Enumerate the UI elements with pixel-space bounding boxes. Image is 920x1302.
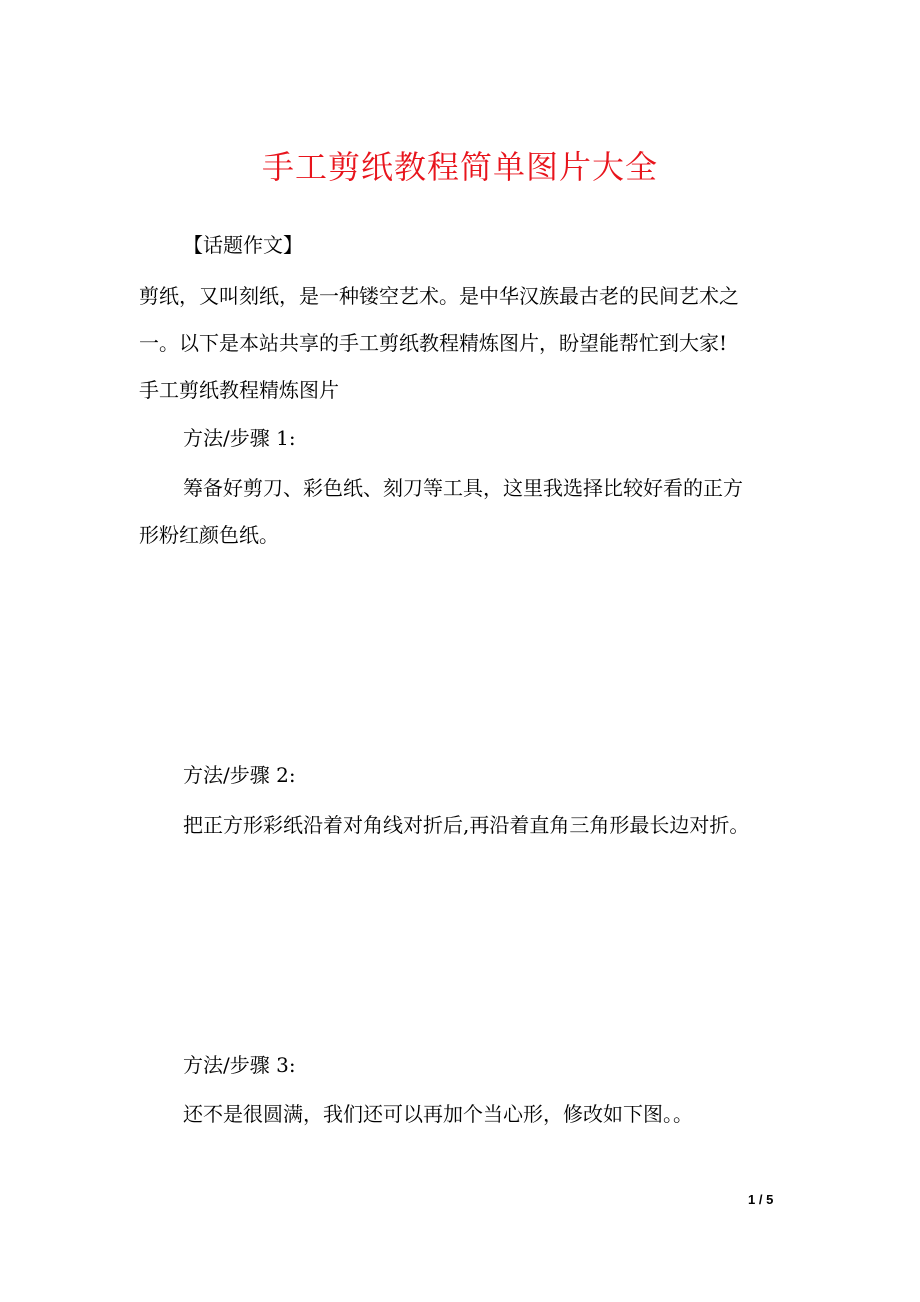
category-label: 【话题作文】 <box>183 233 303 257</box>
step-2-text-line-1: 把正方形彩纸沿着对角线对折后,再沿着直角三角形最长边对折。 <box>183 813 750 837</box>
intro-line-2: 一。以下是本站共享的手工剪纸教程精炼图片，盼望能帮忙到大家! <box>139 331 728 355</box>
step-1-label: 方法/步骤 1: <box>183 426 296 450</box>
subheading: 手工剪纸教程精炼图片 <box>139 378 339 402</box>
step-2-label: 方法/步骤 2: <box>183 763 296 787</box>
page-number: 1 / 5 <box>748 1192 774 1207</box>
step-3-label: 方法/步骤 3: <box>183 1053 296 1077</box>
step-3-text-line-1: 还不是很圆满，我们还可以再加个当心形，修改如下图。。 <box>183 1102 693 1126</box>
intro-line-1: 剪纸，又叫刻纸，是一种镂空艺术。是中华汉族最古老的民间艺术之 <box>139 284 739 308</box>
step-1-text-line-2: 形粉红颜色纸。 <box>139 523 279 547</box>
step-1-text-line-1: 筹备好剪刀、彩色纸、刻刀等工具，这里我选择比较好看的正方 <box>183 476 743 500</box>
document-title: 手工剪纸教程简单图片大全 <box>261 148 658 186</box>
